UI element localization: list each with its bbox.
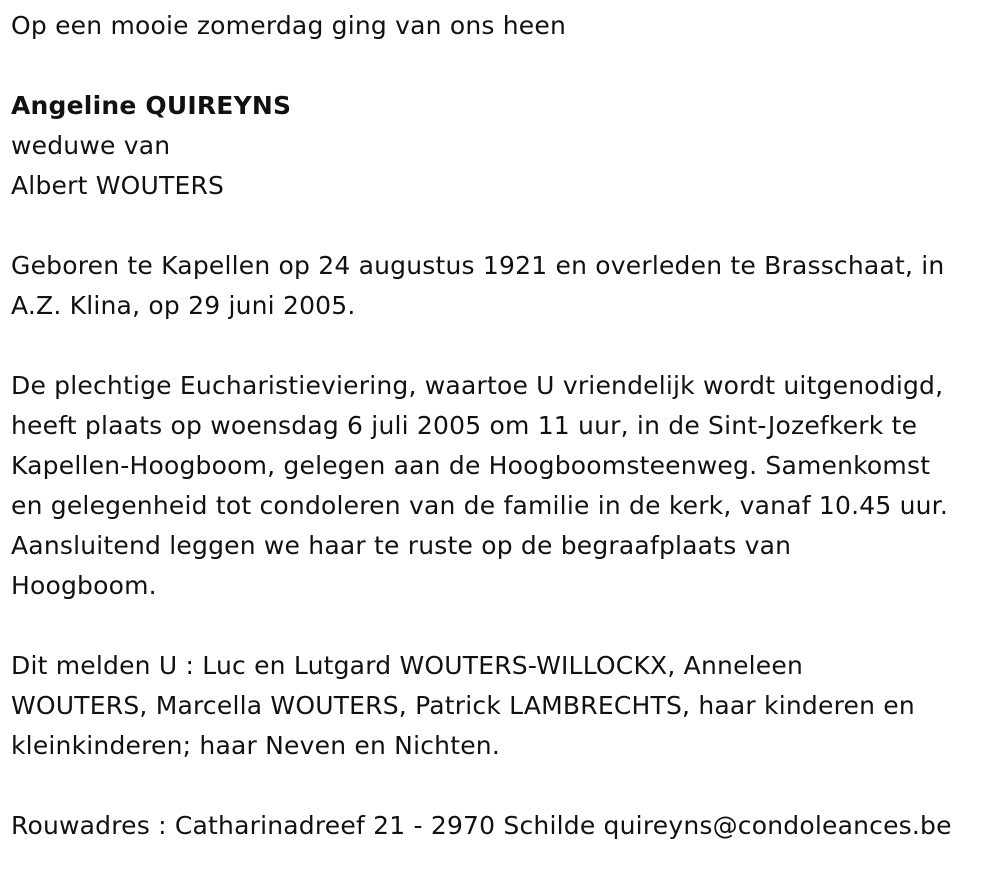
obituary-document (11, 6, 995, 846)
mourning-address: Rouwadres : Catharinadreef 21 - 2970 Schilde quireyns@condoleances.be (11, 811, 952, 840)
spouse-name: Albert WOUTERS (11, 171, 225, 200)
birth-death-paragraph (11, 246, 995, 326)
paragraph-line: en gelegenheid tot condoleren van de familie in de kerk, vanaf 10.45 uur. (11, 491, 949, 520)
deceased-name: Angeline QUIREYNS (11, 91, 292, 120)
announcers-paragraph (11, 646, 995, 766)
paragraph-line: Kapellen-Hoogboom, gelegen aan de Hoogboomsteenweg. Samenkomst (11, 451, 931, 480)
paragraph-line: Geboren te Kapellen op 24 augustus 1921 en overleden te Brasschaat, in (11, 251, 945, 280)
paragraph-line: A.Z. Klina, op 29 juni 2005. (11, 291, 356, 320)
intro-line: Op een mooie zomerdag ging van ons heen (11, 11, 567, 40)
paragraph-line: WOUTERS, Marcella WOUTERS, Patrick LAMBRECHTS, haar kinderen en (11, 691, 915, 720)
ceremony-paragraph (11, 366, 995, 606)
paragraph-line: Aansluitend leggen we haar te ruste op de begraafplaats van (11, 531, 792, 560)
relation-line: weduwe van (11, 131, 171, 160)
paragraph-line: kleinkinderen; haar Neven en Nichten. (11, 731, 500, 760)
paragraph-line: heeft plaats op woensdag 6 juli 2005 om 11 uur, in de Sint-Jozefkerk te (11, 411, 918, 440)
paragraph-line: De plechtige Eucharistieviering, waartoe U vriendelijk wordt uitgenodigd, (11, 371, 944, 400)
paragraph-line: Hoogboom. (11, 571, 157, 600)
paragraph-line: Dit melden U : Luc en Lutgard WOUTERS-WILLOCKX, Anneleen (11, 651, 803, 680)
